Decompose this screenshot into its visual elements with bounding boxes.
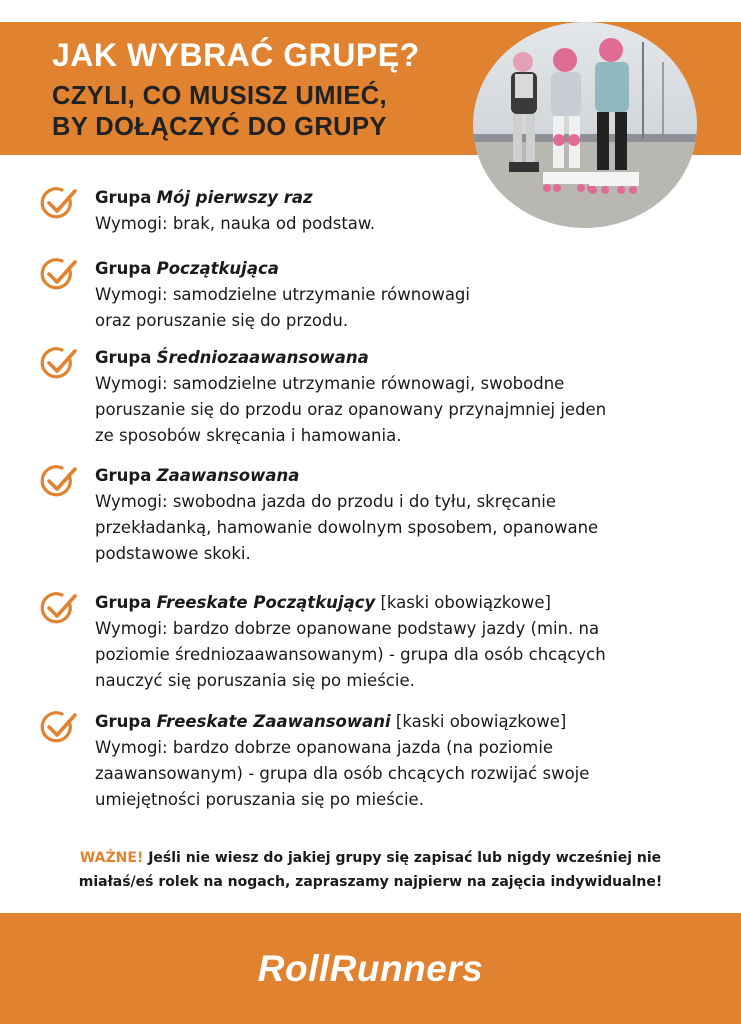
page-subtitle-line2: BY DOŁĄCZYĆ DO GRUPY: [52, 113, 387, 141]
group-title: Grupa Freeskate Zaawansowani [kaski obowiązkowe]: [95, 712, 567, 731]
check-circle-icon: [40, 590, 78, 626]
group-title: Grupa Mój pierwszy raz: [95, 188, 313, 207]
important-notice-line1: WAŻNE! Jeśli nie wiesz do jakiej grupy się zapisać lub nigdy wcześniej nie: [79, 850, 662, 866]
check-circle-icon: [40, 709, 78, 745]
group-title: Grupa Początkująca: [95, 259, 279, 278]
group-title: Grupa Zaawansowana: [95, 466, 300, 485]
important-notice: [0, 846, 741, 894]
page-subtitle-line1: CZYLI, CO MUSISZ UMIEĆ,: [52, 82, 388, 110]
group-requirements: Wymogi: bardzo dobrze opanowane podstawy jazdy (min. na poziomie średniozaawansowanym) - grupa dla osób chcących nauczyć się poruszania się po mieście.: [95, 619, 606, 690]
group-requirements: Wymogi: swobodna jazda do przodu i do tyłu, skręcanie przekładanką, hamowanie dowolnym sposobem, opanowane podstawowe skoki.: [95, 492, 599, 563]
check-circle-icon: [40, 345, 78, 381]
important-notice-line2: miałaś/eś rolek na nogach, zapraszamy najpierw na zajęcia indywidualne!: [78, 874, 663, 890]
check-circle-icon: [40, 463, 78, 499]
group-requirements: Wymogi: bardzo dobrze opanowana jazda (na poziomie zaawansowanym) - grupa dla osób chcących rozwijać swoje umiejętności poruszania się po mieście.: [95, 738, 590, 809]
check-circle-icon: [40, 256, 78, 292]
group-requirements: Wymogi: samodzielne utrzymanie równowagi oraz poruszanie się do przodu.: [95, 285, 470, 330]
page-title: JAK WYBRAĆ GRUPĘ?: [52, 37, 420, 73]
group-requirements: Wymogi: brak, nauka od podstaw.: [95, 214, 376, 233]
children-rollerskating-photo: [473, 22, 697, 228]
group-title: Grupa Średniozaawansowana: [95, 348, 369, 367]
group-title: Grupa Freeskate Początkujący [kaski obowiązkowe]: [95, 593, 551, 612]
warning-label: WAŻNE!: [79, 850, 144, 866]
group-requirements: Wymogi: samodzielne utrzymanie równowagi, swobodne poruszanie się do przodu oraz opanowany przynajmniej jeden ze sposobów skręcania i hamowania.: [95, 374, 607, 445]
rollrunners-logo: RollRunners: [257, 948, 484, 989]
check-circle-icon: [40, 185, 78, 221]
